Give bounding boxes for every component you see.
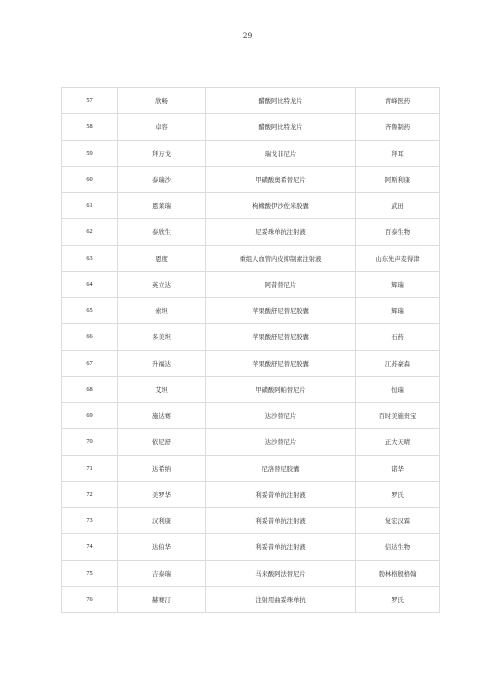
brand-name: 恩莱瑞 — [118, 193, 206, 219]
company-name: 齐鲁制药 — [356, 114, 440, 140]
row-number: 75 — [62, 560, 118, 586]
drug-name: 枸橼酸伊沙佐米胶囊 — [206, 193, 356, 219]
row-number: 74 — [62, 534, 118, 560]
company-name: 恒瑞 — [356, 376, 440, 402]
brand-name: 吉泰瑞 — [118, 560, 206, 586]
company-name: 武田 — [356, 193, 440, 219]
brand-name: 泰瑞沙 — [118, 166, 206, 192]
row-number: 76 — [62, 586, 118, 612]
company-name: 复宏汉霖 — [356, 508, 440, 534]
table-row — [62, 350, 440, 376]
table-row — [62, 376, 440, 402]
brand-name: 赫赛汀 — [118, 586, 206, 612]
drug-name: 醋酸阿比特龙片 — [206, 88, 356, 114]
company-name: 青峰医药 — [356, 88, 440, 114]
brand-name: 施达赛 — [118, 403, 206, 429]
row-number: 62 — [62, 219, 118, 245]
brand-name: 多美坦 — [118, 324, 206, 350]
brand-name: 恩度 — [118, 245, 206, 271]
drug-name: 甲磺酸阿帕替尼片 — [206, 376, 356, 402]
drug-table-body — [62, 88, 440, 613]
company-name: 百泰生物 — [356, 219, 440, 245]
table-row — [62, 166, 440, 192]
row-number: 63 — [62, 245, 118, 271]
row-number: 61 — [62, 193, 118, 219]
brand-name: 索坦 — [118, 298, 206, 324]
company-name: 百时美施贵宝 — [356, 403, 440, 429]
brand-name: 汉利康 — [118, 508, 206, 534]
row-number: 71 — [62, 455, 118, 481]
row-number: 59 — [62, 140, 118, 166]
company-name: 山东先声麦得津 — [356, 245, 440, 271]
row-number: 73 — [62, 508, 118, 534]
brand-name: 达伯华 — [118, 534, 206, 560]
company-name: 正大天晴 — [356, 429, 440, 455]
brand-name: 艾坦 — [118, 376, 206, 402]
drug-name: 苹果酸舒尼替尼胶囊 — [206, 350, 356, 376]
brand-name: 拜万戈 — [118, 140, 206, 166]
row-number: 65 — [62, 298, 118, 324]
brand-name: 卓容 — [118, 114, 206, 140]
table-row — [62, 403, 440, 429]
table-row — [62, 534, 440, 560]
drug-name: 尼妥珠单抗注射液 — [206, 219, 356, 245]
row-number: 60 — [62, 166, 118, 192]
brand-name: 达希纳 — [118, 455, 206, 481]
company-name: 罗氏 — [356, 586, 440, 612]
drug-name: 醋酸阿比特龙片 — [206, 114, 356, 140]
drug-name: 甲磺酸奥希替尼片 — [206, 166, 356, 192]
brand-name: 升福达 — [118, 350, 206, 376]
row-number: 67 — [62, 350, 118, 376]
drug-name: 阿昔替尼片 — [206, 271, 356, 297]
drug-name: 苹果酸舒尼替尼胶囊 — [206, 324, 356, 350]
company-name: 辉瑞 — [356, 298, 440, 324]
table-row — [62, 508, 440, 534]
drug-name: 利妥昔单抗注射液 — [206, 508, 356, 534]
drug-table — [61, 87, 440, 613]
drug-name: 达沙替尼片 — [206, 429, 356, 455]
drug-name: 利妥昔单抗注射液 — [206, 534, 356, 560]
company-name: 拜耳 — [356, 140, 440, 166]
table-row — [62, 88, 440, 114]
drug-name: 达沙替尼片 — [206, 403, 356, 429]
row-number: 70 — [62, 429, 118, 455]
row-number: 64 — [62, 271, 118, 297]
table-row — [62, 560, 440, 586]
table-row — [62, 140, 440, 166]
company-name: 信达生物 — [356, 534, 440, 560]
drug-name: 瑞戈非尼片 — [206, 140, 356, 166]
brand-name: 依尼舒 — [118, 429, 206, 455]
row-number: 66 — [62, 324, 118, 350]
company-name: 阿斯利康 — [356, 166, 440, 192]
row-number: 72 — [62, 481, 118, 507]
table-row — [62, 455, 440, 481]
drug-name: 利妥昔单抗注射液 — [206, 481, 356, 507]
table-row — [62, 271, 440, 297]
brand-name: 泰欣生 — [118, 219, 206, 245]
row-number: 69 — [62, 403, 118, 429]
company-name: 诺华 — [356, 455, 440, 481]
table-row — [62, 193, 440, 219]
page-number: 29 — [242, 31, 253, 40]
table-row — [62, 481, 440, 507]
company-name: 罗氏 — [356, 481, 440, 507]
table-row — [62, 114, 440, 140]
drug-name: 尼洛替尼胶囊 — [206, 455, 356, 481]
table-row — [62, 429, 440, 455]
table-row — [62, 324, 440, 350]
drug-name: 马来酸阿法替尼片 — [206, 560, 356, 586]
brand-name: 美罗华 — [118, 481, 206, 507]
company-name: 石药 — [356, 324, 440, 350]
table-row — [62, 586, 440, 612]
company-name: 江苏豪森 — [356, 350, 440, 376]
drug-name: 重组人血管内皮抑制素注射液 — [206, 245, 356, 271]
row-number: 58 — [62, 114, 118, 140]
table-row — [62, 245, 440, 271]
drug-name: 注射用曲妥珠单抗 — [206, 586, 356, 612]
brand-name: 欣畅 — [118, 88, 206, 114]
company-name: 勃林格殷格翰 — [356, 560, 440, 586]
drug-name: 苹果酸舒尼替尼胶囊 — [206, 298, 356, 324]
brand-name: 英立达 — [118, 271, 206, 297]
row-number: 68 — [62, 376, 118, 402]
table-row — [62, 219, 440, 245]
row-number: 57 — [62, 88, 118, 114]
company-name: 辉瑞 — [356, 271, 440, 297]
table-row — [62, 298, 440, 324]
